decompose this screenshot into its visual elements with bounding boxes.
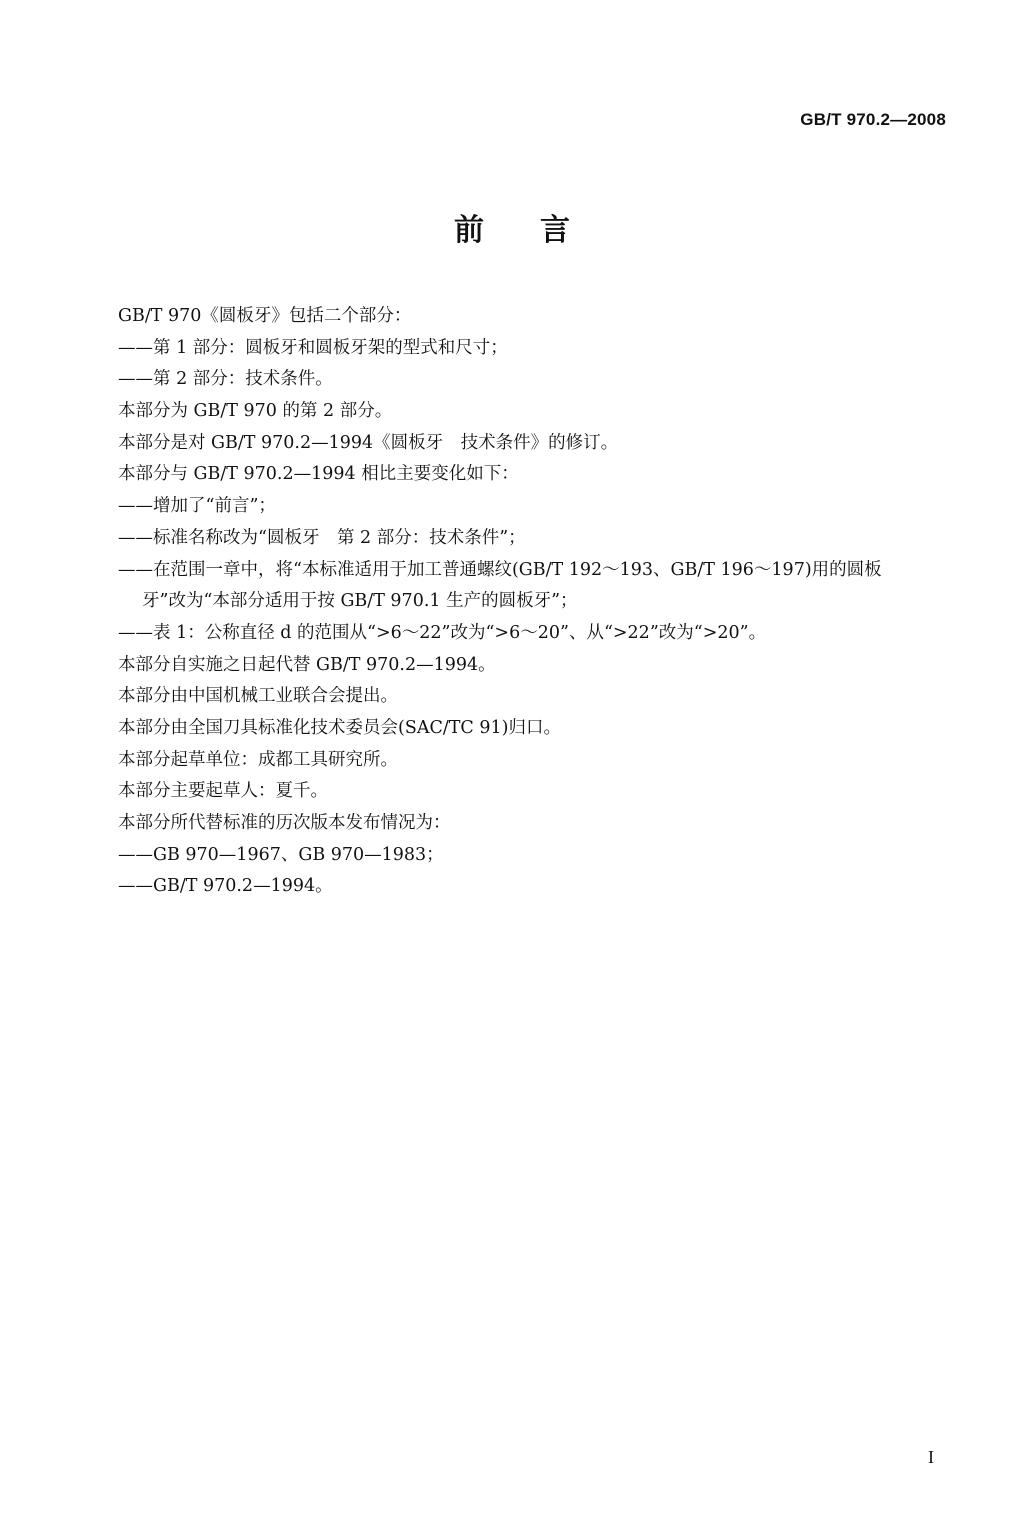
paragraph-line: ——表 1：公称直径 d 的范围从“>6～22”改为“>6～20”、从“>22”改为“>20”。 <box>118 622 767 643</box>
standard-number: GB/T 970.2—2008 <box>800 110 946 129</box>
paragraph-line: 本部分自实施之日起代替 GB/T 970.2—1994。 <box>118 654 496 675</box>
paragraph-line: 本部分与 GB/T 970.2—1994 相比主要变化如下： <box>118 464 519 485</box>
paragraph-line: 本部分主要起草人：夏千。 <box>118 781 328 802</box>
paragraph-line: 本部分由全国刀具标准化技术委员会(SAC/TC 91)归口。 <box>118 717 561 738</box>
paragraph-line: GB/T 970《圆板牙》包括二个部分： <box>118 306 412 326</box>
paragraph-line: 本部分所代替标准的历次版本发布情况为： <box>118 813 451 833</box>
paragraph-line: 牙”改为“本部分适用于按 GB/T 970.1 生产的圆板牙”； <box>142 591 578 612</box>
paragraph-line: ——第 1 部分：圆板牙和圆板牙架的型式和尺寸； <box>118 337 508 358</box>
paragraph-line: ——第 2 部分：技术条件。 <box>118 369 333 390</box>
paragraph-line: ——增加了“前言”； <box>118 496 276 517</box>
foreword-body <box>118 301 958 903</box>
paragraph-line: 本部分由中国机械工业联合会提出。 <box>118 686 398 707</box>
paragraph-line: ——GB 970—1967、GB 970—1983； <box>118 844 444 865</box>
paragraph-line: ——在范围一章中，将“本标准适用于加工普通螺纹(GB/T 192～193、GB/T 196～197)用的圆板 <box>118 559 882 580</box>
paragraph-line: 本部分起草单位：成都工具研究所。 <box>118 749 398 770</box>
paragraph-line: ——GB/T 970.2—1994。 <box>118 876 333 897</box>
page-number: I <box>928 1447 934 1467</box>
paragraph-line: 本部分为 GB/T 970 的第 2 部分。 <box>118 401 393 422</box>
paragraph-line: 本部分是对 GB/T 970.2—1994《圆板牙 技术条件》的修订。 <box>118 432 619 453</box>
paragraph-line: ——标准名称改为“圆板牙 第 2 部分：技术条件”； <box>118 527 526 548</box>
page-title: 前言 <box>454 213 626 248</box>
